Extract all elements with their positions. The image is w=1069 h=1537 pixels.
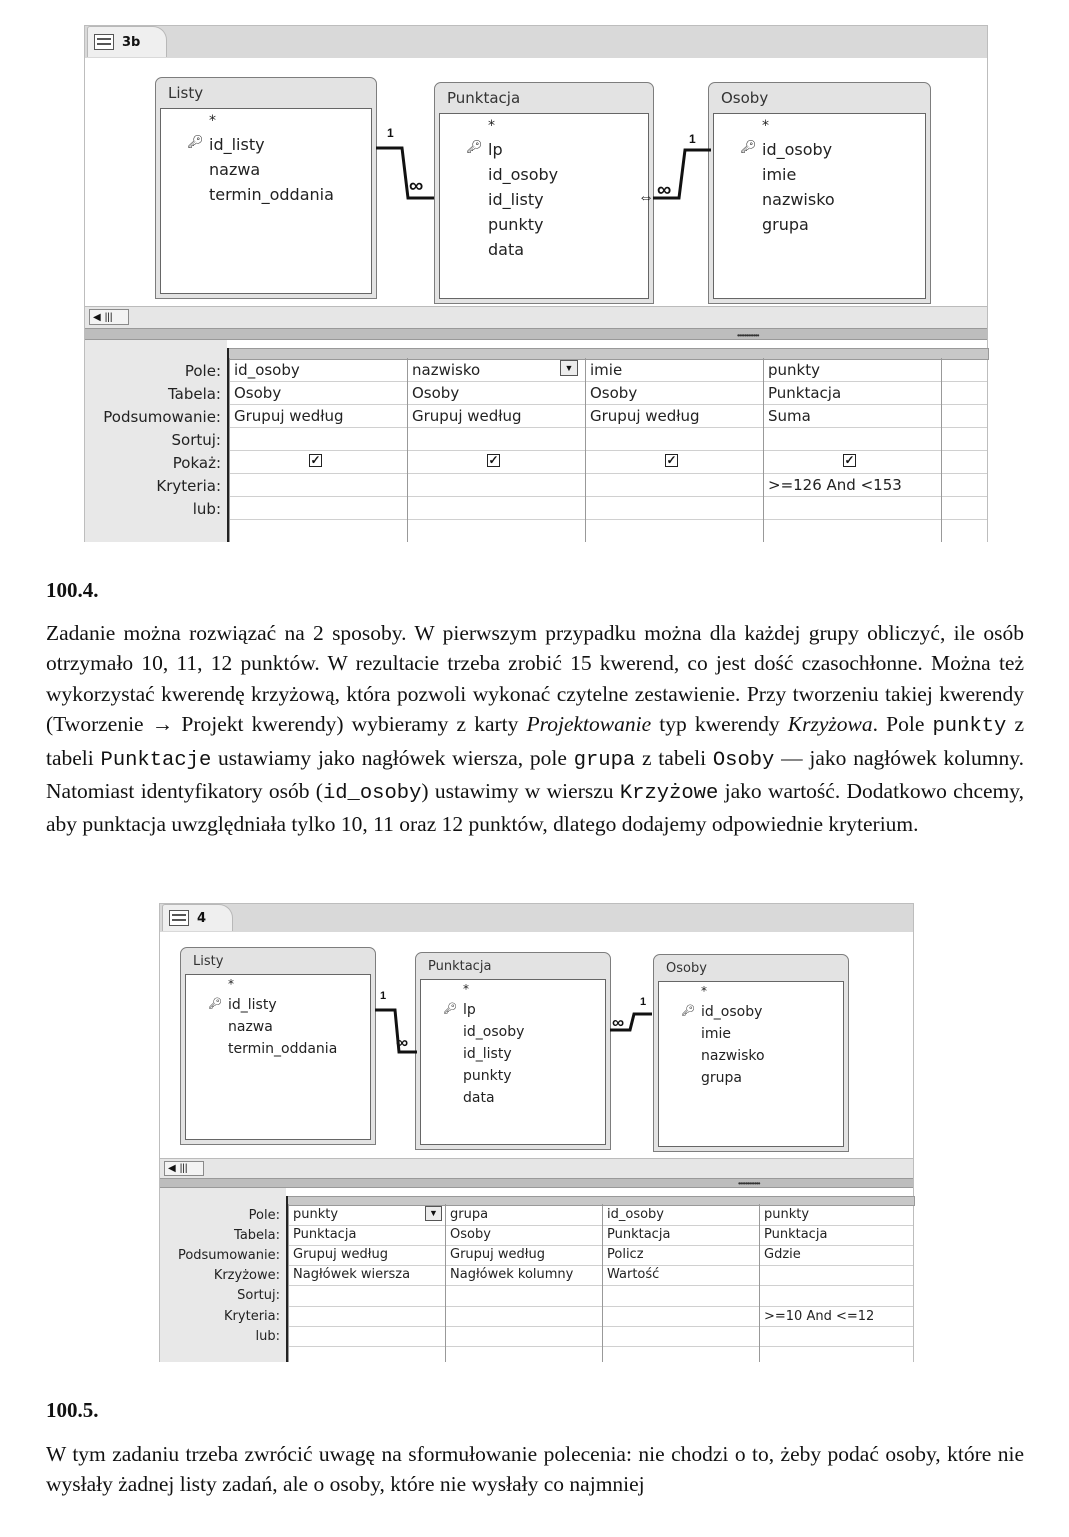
- row-label-tabela: Tabela:: [167, 385, 221, 403]
- table-osoby[interactable]: [653, 954, 849, 1152]
- query-tab-4[interactable]: [162, 904, 233, 931]
- field-item[interactable]: lp: [463, 1002, 476, 1018]
- field-item[interactable]: lp: [488, 140, 503, 159]
- section-heading: 100.4.: [46, 578, 99, 602]
- grid-column-1[interactable]: [229, 358, 408, 542]
- relationship-line: [376, 138, 436, 218]
- primary-key-icon: 🔑︎: [443, 1002, 457, 1015]
- diagram-horizontal-scrollbar[interactable]: [160, 1158, 913, 1179]
- code-text: grupa: [573, 748, 636, 772]
- all-fields-star[interactable]: *: [488, 118, 495, 134]
- grid-column-4[interactable]: [763, 358, 942, 542]
- code-text: Osoby: [712, 748, 775, 772]
- all-fields-star[interactable]: *: [463, 982, 469, 996]
- field-list: [420, 979, 606, 1145]
- relationship-diagram: [160, 932, 913, 1158]
- row-label-sortuj: Sortuj:: [237, 1288, 280, 1303]
- cell-podsumowanie[interactable]: Suma: [768, 407, 811, 425]
- field-item[interactable]: id_osoby: [488, 165, 559, 184]
- relationship-line: [653, 138, 713, 218]
- one-side-label: 1: [380, 990, 387, 1002]
- field-item[interactable]: id_osoby: [701, 1004, 763, 1020]
- text-run: Zadanie można rozwiązać na 2 sposoby. W pierwszym przypadku można dla każdej grupy obliczyć, ile osób otrzymało 10, 11, 12 punktów. W rezultacie trzeba zrobić 15 kwerend, co jest dość czasochłonne. Można też wykorzystać kwerendę krzyżową, która pozwoli wykonać czytelne zestawienie. Przy tworzeniu takiej kwerendy (Tworzenie → Projekt kwerendy) wybieramy z karty: [46, 621, 1024, 737]
- table-title: Osoby: [666, 961, 707, 976]
- scroll-left-arrow-icon: ◀: [168, 1163, 176, 1174]
- field-item[interactable]: data: [488, 240, 525, 259]
- relationship-diagram: [85, 58, 987, 306]
- relationship-line: [610, 1002, 655, 1062]
- text-emphasis: Krzyżowa: [787, 712, 873, 737]
- cell-tabela[interactable]: Osoby: [590, 384, 638, 402]
- field-item[interactable]: imie: [762, 165, 797, 184]
- primary-key-icon: 🔑︎: [466, 140, 483, 155]
- text-emphasis: Projektowanie: [526, 712, 652, 737]
- grid-column-1[interactable]: [288, 1204, 446, 1362]
- pane-splitter[interactable]: [160, 1178, 913, 1188]
- paragraph: W tym zadaniu trzeba zwrócić uwagę na sformułowanie polecenia: nie chodzi o to, żeby podać osoby, które nie wysłały żadnej listy zadań, ale o osoby, które nie wysłały co najmniej: [46, 1442, 1024, 1497]
- cell-krzyzowe[interactable]: Nagłówek wiersza: [293, 1267, 411, 1282]
- relationship-line: [375, 1002, 420, 1062]
- field-item[interactable]: id_listy: [463, 1046, 512, 1062]
- cell-podsumowanie[interactable]: Grupuj według: [412, 407, 522, 425]
- row-label-podsumowanie: Podsumowanie:: [177, 1248, 280, 1263]
- cell-tabela[interactable]: Punktacja: [293, 1227, 357, 1242]
- cell-podsumowanie[interactable]: Grupuj według: [234, 407, 344, 425]
- cell-pole[interactable]: nazwisko: [412, 361, 481, 379]
- grid-column-5[interactable]: [941, 358, 988, 542]
- diagram-horizontal-scrollbar[interactable]: [85, 306, 987, 329]
- text-run: ) ustawimy w wierszu: [421, 779, 620, 804]
- field-item[interactable]: termin_oddania: [228, 1041, 338, 1057]
- row-label-tabela: Tabela:: [234, 1228, 280, 1243]
- query-icon: [94, 34, 114, 50]
- cell-pole[interactable]: punkty: [768, 361, 820, 379]
- splitter-grip-icon: ••••••••••••: [737, 331, 759, 340]
- text-run: . Pole: [872, 712, 933, 737]
- text-run: z tabeli: [635, 745, 713, 770]
- row-label-pokaz: Pokaż:: [172, 454, 221, 472]
- grid-column-3[interactable]: [585, 358, 764, 542]
- many-side-label: ∞: [657, 179, 672, 201]
- cell-tabela[interactable]: Osoby: [450, 1227, 491, 1242]
- field-item[interactable]: id_osoby: [762, 140, 833, 159]
- grid-column-4[interactable]: [759, 1204, 914, 1362]
- field-dropdown-button[interactable]: ▼: [560, 360, 578, 376]
- field-item[interactable]: termin_oddania: [209, 185, 334, 204]
- cell-krzyzowe[interactable]: Wartość: [607, 1267, 660, 1282]
- one-side-label: 1: [640, 996, 647, 1008]
- cell-tabela[interactable]: Punktacja: [768, 384, 842, 402]
- scroll-left-arrow-icon: ◀: [93, 311, 101, 323]
- row-label-pole: Pole:: [184, 362, 221, 380]
- query-tab-3b[interactable]: [87, 26, 167, 57]
- text-run: — jako nagłówek kolumny. Natomiast identyfikatory osób (: [46, 745, 1024, 804]
- field-list: [439, 113, 649, 299]
- cell-pole[interactable]: grupa: [450, 1207, 489, 1222]
- field-item[interactable]: nazwisko: [762, 190, 835, 209]
- cell-podsumowanie[interactable]: Grupuj według: [590, 407, 700, 425]
- table-title: Listy: [168, 84, 204, 102]
- grid-column-2[interactable]: [407, 358, 586, 542]
- query-design-grid: [85, 340, 987, 542]
- text-run: z tabeli: [46, 712, 1024, 770]
- row-label-kryteria: Kryteria:: [156, 477, 221, 495]
- primary-key-icon: 🔑︎: [740, 140, 757, 155]
- field-list: [185, 974, 371, 1140]
- text-run: ustawiamy jako nagłówek wiersza, pole: [211, 745, 574, 770]
- cell-podsumowanie[interactable]: Grupuj według: [450, 1247, 545, 1262]
- scroll-left-button[interactable]: [164, 1161, 204, 1176]
- field-item[interactable]: nazwa: [209, 160, 261, 179]
- field-item[interactable]: imie: [701, 1026, 732, 1042]
- cell-pole[interactable]: punkty: [764, 1207, 810, 1222]
- show-checkbox[interactable]: ✓: [666, 453, 677, 467]
- query-design-window-3b: [84, 25, 988, 542]
- show-checkbox[interactable]: ✓: [488, 453, 499, 467]
- field-dropdown-button[interactable]: ▼: [425, 1206, 442, 1221]
- field-list: [658, 981, 844, 1147]
- cell-pole[interactable]: imie: [590, 361, 623, 379]
- text-run: jako wartość. Dodatkowo chcemy, aby punktacja uwzględniała tylko 10, 11 oraz 12 punktów, dlatego dodajemy odpowiednie kryterium.: [46, 779, 1025, 837]
- show-checkbox[interactable]: ✓: [844, 453, 855, 467]
- cell-pole[interactable]: id_osoby: [607, 1207, 664, 1222]
- code-text: Punktacje: [100, 748, 212, 772]
- scroll-thumb-grip-icon: |||: [179, 1163, 188, 1174]
- query-icon: [169, 910, 189, 926]
- one-side-label: 1: [689, 132, 696, 146]
- table-title: Punktacja: [428, 959, 492, 974]
- primary-key-icon: 🔑︎: [208, 997, 222, 1010]
- cell-tabela[interactable]: Punktacja: [607, 1227, 671, 1242]
- text-run: typ kwerendy: [651, 712, 788, 737]
- scroll-left-button[interactable]: [89, 309, 129, 325]
- field-list: [713, 113, 926, 299]
- cell-tabela[interactable]: Osoby: [234, 384, 282, 402]
- primary-key-icon: 🔑︎: [681, 1004, 695, 1017]
- splitter-grip-icon: ••••••••••••: [738, 1179, 760, 1188]
- table-punktacja[interactable]: [434, 82, 654, 304]
- row-label-podsumowanie: Podsumowanie:: [103, 408, 221, 426]
- row-label-lub: lub:: [192, 500, 221, 518]
- table-title: Osoby: [721, 89, 769, 107]
- many-side-label: ∞: [396, 1033, 409, 1052]
- cell-podsumowanie[interactable]: Grupuj według: [293, 1247, 388, 1262]
- row-label-lub: lub:: [255, 1329, 280, 1344]
- cell-pole[interactable]: id_osoby: [234, 361, 300, 379]
- all-fields-star[interactable]: *: [209, 113, 216, 129]
- section-heading: 100.5.: [46, 1398, 99, 1422]
- field-item[interactable]: grupa: [701, 1070, 742, 1086]
- table-title: Punktacja: [447, 89, 521, 107]
- code-text: id_osoby: [322, 782, 422, 806]
- field-item[interactable]: nazwa: [228, 1019, 273, 1035]
- query-design-grid: [160, 1188, 913, 1362]
- field-item[interactable]: nazwisko: [701, 1048, 765, 1064]
- table-listy[interactable]: [180, 947, 376, 1145]
- table-punktacja[interactable]: [415, 952, 611, 1150]
- cell-kryteria[interactable]: >=10 And <=12: [764, 1309, 875, 1324]
- field-item[interactable]: id_listy: [228, 997, 277, 1013]
- show-checkbox[interactable]: ✓: [310, 453, 321, 467]
- cell-podsumowanie[interactable]: Gdzie: [764, 1247, 801, 1262]
- primary-key-icon: 🔑︎: [187, 135, 204, 150]
- cell-tabela[interactable]: Osoby: [412, 384, 460, 402]
- grid-column-3[interactable]: [602, 1204, 760, 1362]
- one-side-label: 1: [387, 126, 394, 140]
- scroll-thumb-grip-icon: |||: [104, 311, 113, 323]
- query-tab-label: 3b: [122, 34, 141, 50]
- paragraph: [46, 618, 1024, 840]
- grid-column-2[interactable]: [445, 1204, 603, 1362]
- many-side-label: ∞: [612, 1013, 625, 1032]
- query-design-window-4: [159, 903, 914, 1362]
- cell-kryteria[interactable]: >=126 And <153: [768, 476, 902, 494]
- field-item[interactable]: data: [463, 1090, 495, 1106]
- row-label-kryteria: Kryteria:: [224, 1309, 280, 1324]
- table-title: Listy: [193, 954, 224, 969]
- resize-cursor-icon: ⇔: [638, 189, 654, 206]
- field-list: [160, 108, 372, 294]
- all-fields-star[interactable]: *: [762, 118, 769, 134]
- all-fields-star[interactable]: *: [228, 977, 234, 991]
- field-item[interactable]: grupa: [762, 215, 809, 234]
- row-label-krzyzowe: Krzyżowe:: [213, 1268, 280, 1283]
- grid-row-labels: [160, 1188, 286, 1362]
- row-label-sortuj: Sortuj:: [171, 431, 221, 449]
- field-item[interactable]: punkty: [463, 1068, 512, 1084]
- cell-podsumowanie[interactable]: Policz: [607, 1247, 644, 1262]
- many-side-label: ∞: [409, 175, 424, 197]
- pane-splitter[interactable]: [85, 328, 987, 340]
- cell-krzyzowe[interactable]: Nagłówek kolumny: [450, 1267, 574, 1282]
- code-text: Krzyżowe: [619, 782, 719, 806]
- field-item[interactable]: id_listy: [488, 190, 544, 209]
- row-label-pole: Pole:: [248, 1208, 280, 1223]
- table-listy[interactable]: [155, 77, 377, 299]
- field-item[interactable]: id_listy: [209, 135, 265, 154]
- field-item[interactable]: punkty: [488, 215, 544, 234]
- code-text: punkty: [932, 715, 1007, 739]
- grid-row-labels: [85, 340, 227, 542]
- cell-tabela[interactable]: Punktacja: [764, 1227, 828, 1242]
- field-item[interactable]: id_osoby: [463, 1024, 525, 1040]
- all-fields-star[interactable]: *: [701, 984, 707, 998]
- cell-pole[interactable]: punkty: [293, 1207, 339, 1222]
- query-tab-label: 4: [197, 910, 207, 926]
- table-osoby[interactable]: [708, 82, 931, 304]
